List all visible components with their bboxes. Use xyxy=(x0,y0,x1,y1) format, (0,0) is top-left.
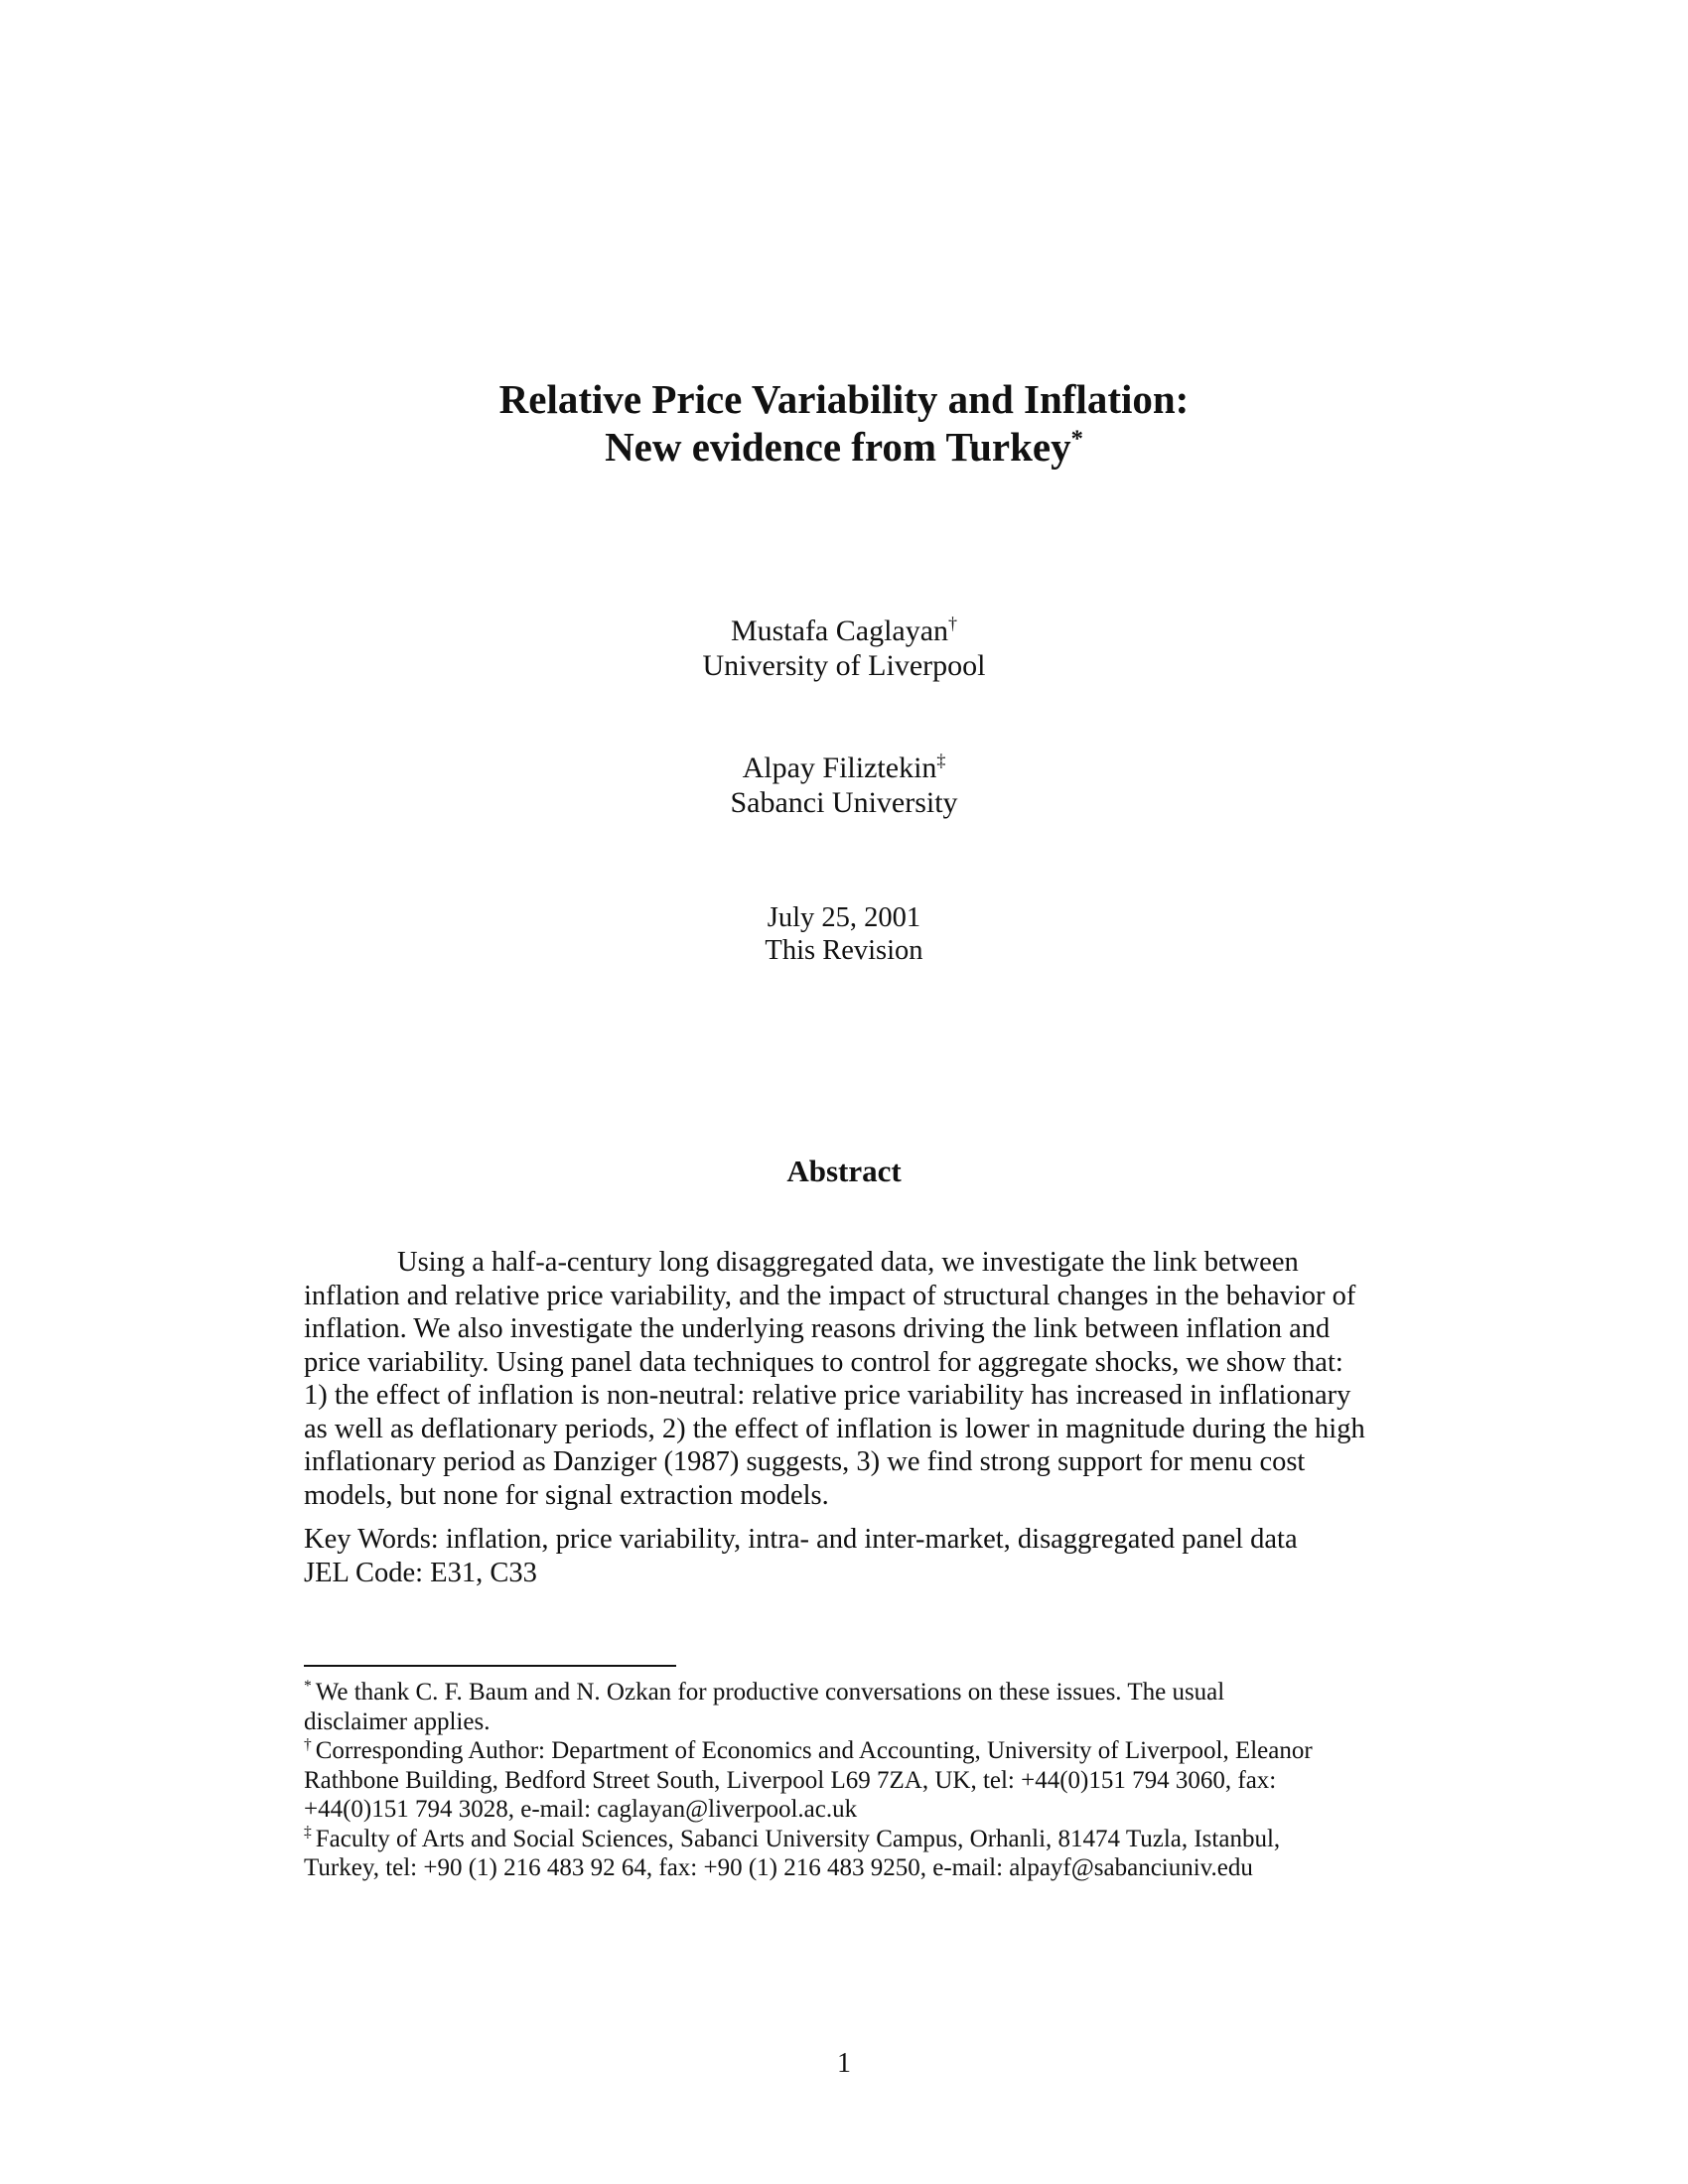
author-2-name: Alpay Filiztekin xyxy=(742,751,937,784)
footnote-3-mark: ‡ xyxy=(304,1824,312,1842)
author-1-footnote-mark: † xyxy=(948,614,958,633)
key-words: Key Words: inflation, price variability, intra- and inter-market, disaggregated panel data xyxy=(304,1524,1298,1555)
abstract-heading: Abstract xyxy=(786,1154,902,1188)
footnote-1 xyxy=(304,1678,1396,1736)
abstract-line: inflation and relative price variability, and the impact of structural changes in the behavior of xyxy=(304,1280,1356,1311)
abstract-line: inflationary period as Danziger (1987) suggests, 3) we find strong support for menu cost xyxy=(304,1446,1306,1477)
keywords-block xyxy=(304,1523,1386,1589)
abstract-line: 1) the effect of inflation is non-neutral: relative price variability has increased in inflationary xyxy=(304,1380,1351,1411)
abstract-line: Using a half-a-century long disaggregated data, we investigate the link between xyxy=(397,1247,1299,1278)
footnote-3 xyxy=(304,1825,1396,1883)
author-1-affiliation: University of Liverpool xyxy=(702,649,986,682)
title-line-2 xyxy=(0,423,1688,471)
abstract-line: as well as deflationary periods, 2) the effect of inflation is lower in magnitude during the high xyxy=(304,1413,1365,1444)
title-line-1: Relative Price Variability and Inflation: xyxy=(498,376,1190,422)
title-footnote-mark: * xyxy=(1070,425,1083,453)
author-block-2 xyxy=(0,751,1688,820)
abstract-line: price variability. Using panel data techniques to control for aggregate shocks, we show that: xyxy=(304,1346,1343,1378)
footnote-1-line-1: We thank C. F. Baum and N. Ozkan for productive conversations on these issues. The usual xyxy=(315,1679,1225,1706)
footnote-divider xyxy=(304,1665,676,1667)
author-2-name-line xyxy=(0,751,1688,785)
jel-code: JEL Code: E31, C33 xyxy=(304,1557,537,1588)
author-1-name: Mustafa Caglayan xyxy=(730,614,949,647)
abstract-line: models, but none for signal extraction models. xyxy=(304,1479,829,1511)
footnotes xyxy=(304,1678,1396,1883)
page-number: 1 xyxy=(837,2048,851,2079)
footnote-1-line-2: disclaimer applies. xyxy=(304,1707,491,1735)
abstract-body xyxy=(304,1246,1386,1512)
abstract-line: inflation. We also investigate the underlying reasons driving the link between inflation and xyxy=(304,1313,1331,1344)
footnote-3-line-2: Turkey, tel: +90 (1) 216 483 92 64, fax: +90 (1) 216 483 9250, e-mail: alpayf@sabanciuniv.edu xyxy=(304,1854,1253,1881)
footnote-2-mark: † xyxy=(304,1735,312,1753)
footnote-2 xyxy=(304,1736,1396,1825)
date-block xyxy=(0,901,1688,967)
footnote-2-line-3: +44(0)151 794 3028, e-mail: caglayan@liverpool.ac.uk xyxy=(304,1796,858,1823)
author-1-name-line xyxy=(0,614,1688,648)
footnote-2-line-2: Rathbone Building, Bedford Street South, Liverpool L69 7ZA, UK, tel: +44(0)151 794 3060, fax: xyxy=(304,1766,1277,1794)
footnote-3-line-1: Faculty of Arts and Social Sciences, Sabanci University Campus, Orhanli, 81474 Tuzla, Istanbul, xyxy=(315,1825,1281,1852)
author-block-1 xyxy=(0,614,1688,683)
paper-title xyxy=(0,375,1688,471)
title-line-2-text: New evidence from Turkey xyxy=(605,424,1071,470)
footnote-1-mark: * xyxy=(304,1677,312,1695)
author-2-affiliation: Sabanci University xyxy=(730,786,958,819)
date-line: July 25, 2001 xyxy=(767,902,921,933)
author-2-footnote-mark: ‡ xyxy=(936,751,946,770)
revision-line: This Revision xyxy=(765,935,923,966)
footnote-2-line-1: Corresponding Author: Department of Economics and Accounting, University of Liverpool, Eleanor xyxy=(315,1737,1313,1764)
